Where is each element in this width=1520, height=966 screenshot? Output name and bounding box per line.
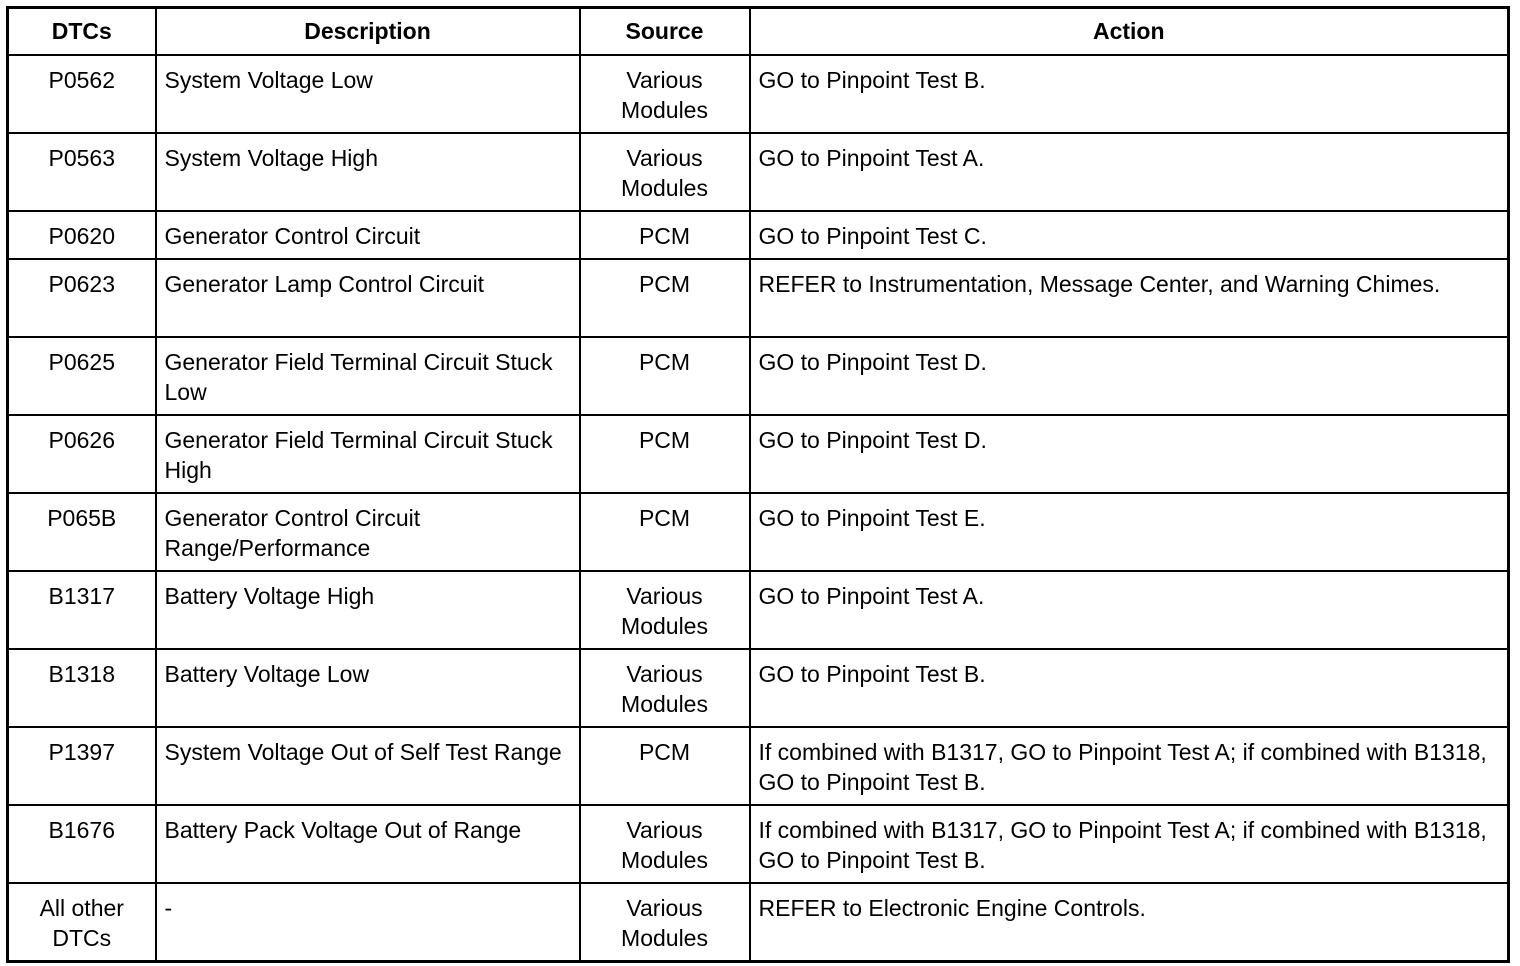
table-body — [8, 55, 1509, 962]
header-action: Action — [750, 8, 1509, 55]
description-cell: Battery Pack Voltage Out of Range — [156, 805, 580, 883]
dtc-code-cell: All other DTCs — [8, 883, 156, 962]
dtc-code-cell: P0620 — [8, 211, 156, 259]
description-cell: Battery Voltage High — [156, 571, 580, 649]
source-cell: PCM — [580, 493, 750, 571]
description-cell: Generator Lamp Control Circuit — [156, 259, 580, 337]
dtc-code-cell: P065B — [8, 493, 156, 571]
dtc-code-cell: P1397 — [8, 727, 156, 805]
table-row — [8, 211, 1509, 259]
dtc-code-cell: P0623 — [8, 259, 156, 337]
table-row — [8, 649, 1509, 727]
header-description: Description — [156, 8, 580, 55]
description-cell: Battery Voltage Low — [156, 649, 580, 727]
description-cell: - — [156, 883, 580, 962]
table-row — [8, 883, 1509, 962]
dtc-code-cell: B1317 — [8, 571, 156, 649]
dtc-code-cell: P0562 — [8, 55, 156, 133]
table-row — [8, 727, 1509, 805]
table-row — [8, 133, 1509, 211]
action-cell: GO to Pinpoint Test E. — [750, 493, 1509, 571]
dtc-table — [6, 6, 1510, 963]
description-cell: Generator Control Circuit Range/Performance — [156, 493, 580, 571]
action-cell: GO to Pinpoint Test A. — [750, 133, 1509, 211]
source-cell: Various Modules — [580, 55, 750, 133]
header-source: Source — [580, 8, 750, 55]
dtc-code-cell: P0563 — [8, 133, 156, 211]
dtc-code-cell: B1676 — [8, 805, 156, 883]
description-cell: System Voltage Low — [156, 55, 580, 133]
table-row — [8, 337, 1509, 415]
action-cell: GO to Pinpoint Test D. — [750, 415, 1509, 493]
source-cell: PCM — [580, 337, 750, 415]
source-cell: PCM — [580, 259, 750, 337]
source-cell: Various Modules — [580, 649, 750, 727]
table-row — [8, 805, 1509, 883]
description-cell: System Voltage Out of Self Test Range — [156, 727, 580, 805]
source-cell: Various Modules — [580, 805, 750, 883]
source-cell: Various Modules — [580, 133, 750, 211]
action-cell: REFER to Instrumentation, Message Center, and Warning Chimes. — [750, 259, 1509, 337]
table-row — [8, 55, 1509, 133]
source-cell: Various Modules — [580, 571, 750, 649]
action-cell: GO to Pinpoint Test C. — [750, 211, 1509, 259]
source-cell: PCM — [580, 415, 750, 493]
dtc-code-cell: P0626 — [8, 415, 156, 493]
table-header — [8, 8, 1509, 55]
table-row — [8, 493, 1509, 571]
action-cell: GO to Pinpoint Test D. — [750, 337, 1509, 415]
action-cell: GO to Pinpoint Test A. — [750, 571, 1509, 649]
header-row — [8, 8, 1509, 55]
action-cell: If combined with B1317, GO to Pinpoint Test A; if combined with B1318, GO to Pinpoint Test B. — [750, 805, 1509, 883]
action-cell: GO to Pinpoint Test B. — [750, 55, 1509, 133]
action-cell: REFER to Electronic Engine Controls. — [750, 883, 1509, 962]
table-row — [8, 259, 1509, 337]
description-cell: System Voltage High — [156, 133, 580, 211]
table-row — [8, 415, 1509, 493]
source-cell: PCM — [580, 727, 750, 805]
source-cell: PCM — [580, 211, 750, 259]
action-cell: If combined with B1317, GO to Pinpoint Test A; if combined with B1318, GO to Pinpoint Test B. — [750, 727, 1509, 805]
action-cell: GO to Pinpoint Test B. — [750, 649, 1509, 727]
dtc-code-cell: P0625 — [8, 337, 156, 415]
description-cell: Generator Control Circuit — [156, 211, 580, 259]
header-dtcs: DTCs — [8, 8, 156, 55]
table-row — [8, 571, 1509, 649]
dtc-code-cell: B1318 — [8, 649, 156, 727]
description-cell: Generator Field Terminal Circuit Stuck High — [156, 415, 580, 493]
description-cell: Generator Field Terminal Circuit Stuck Low — [156, 337, 580, 415]
source-cell: Various Modules — [580, 883, 750, 962]
